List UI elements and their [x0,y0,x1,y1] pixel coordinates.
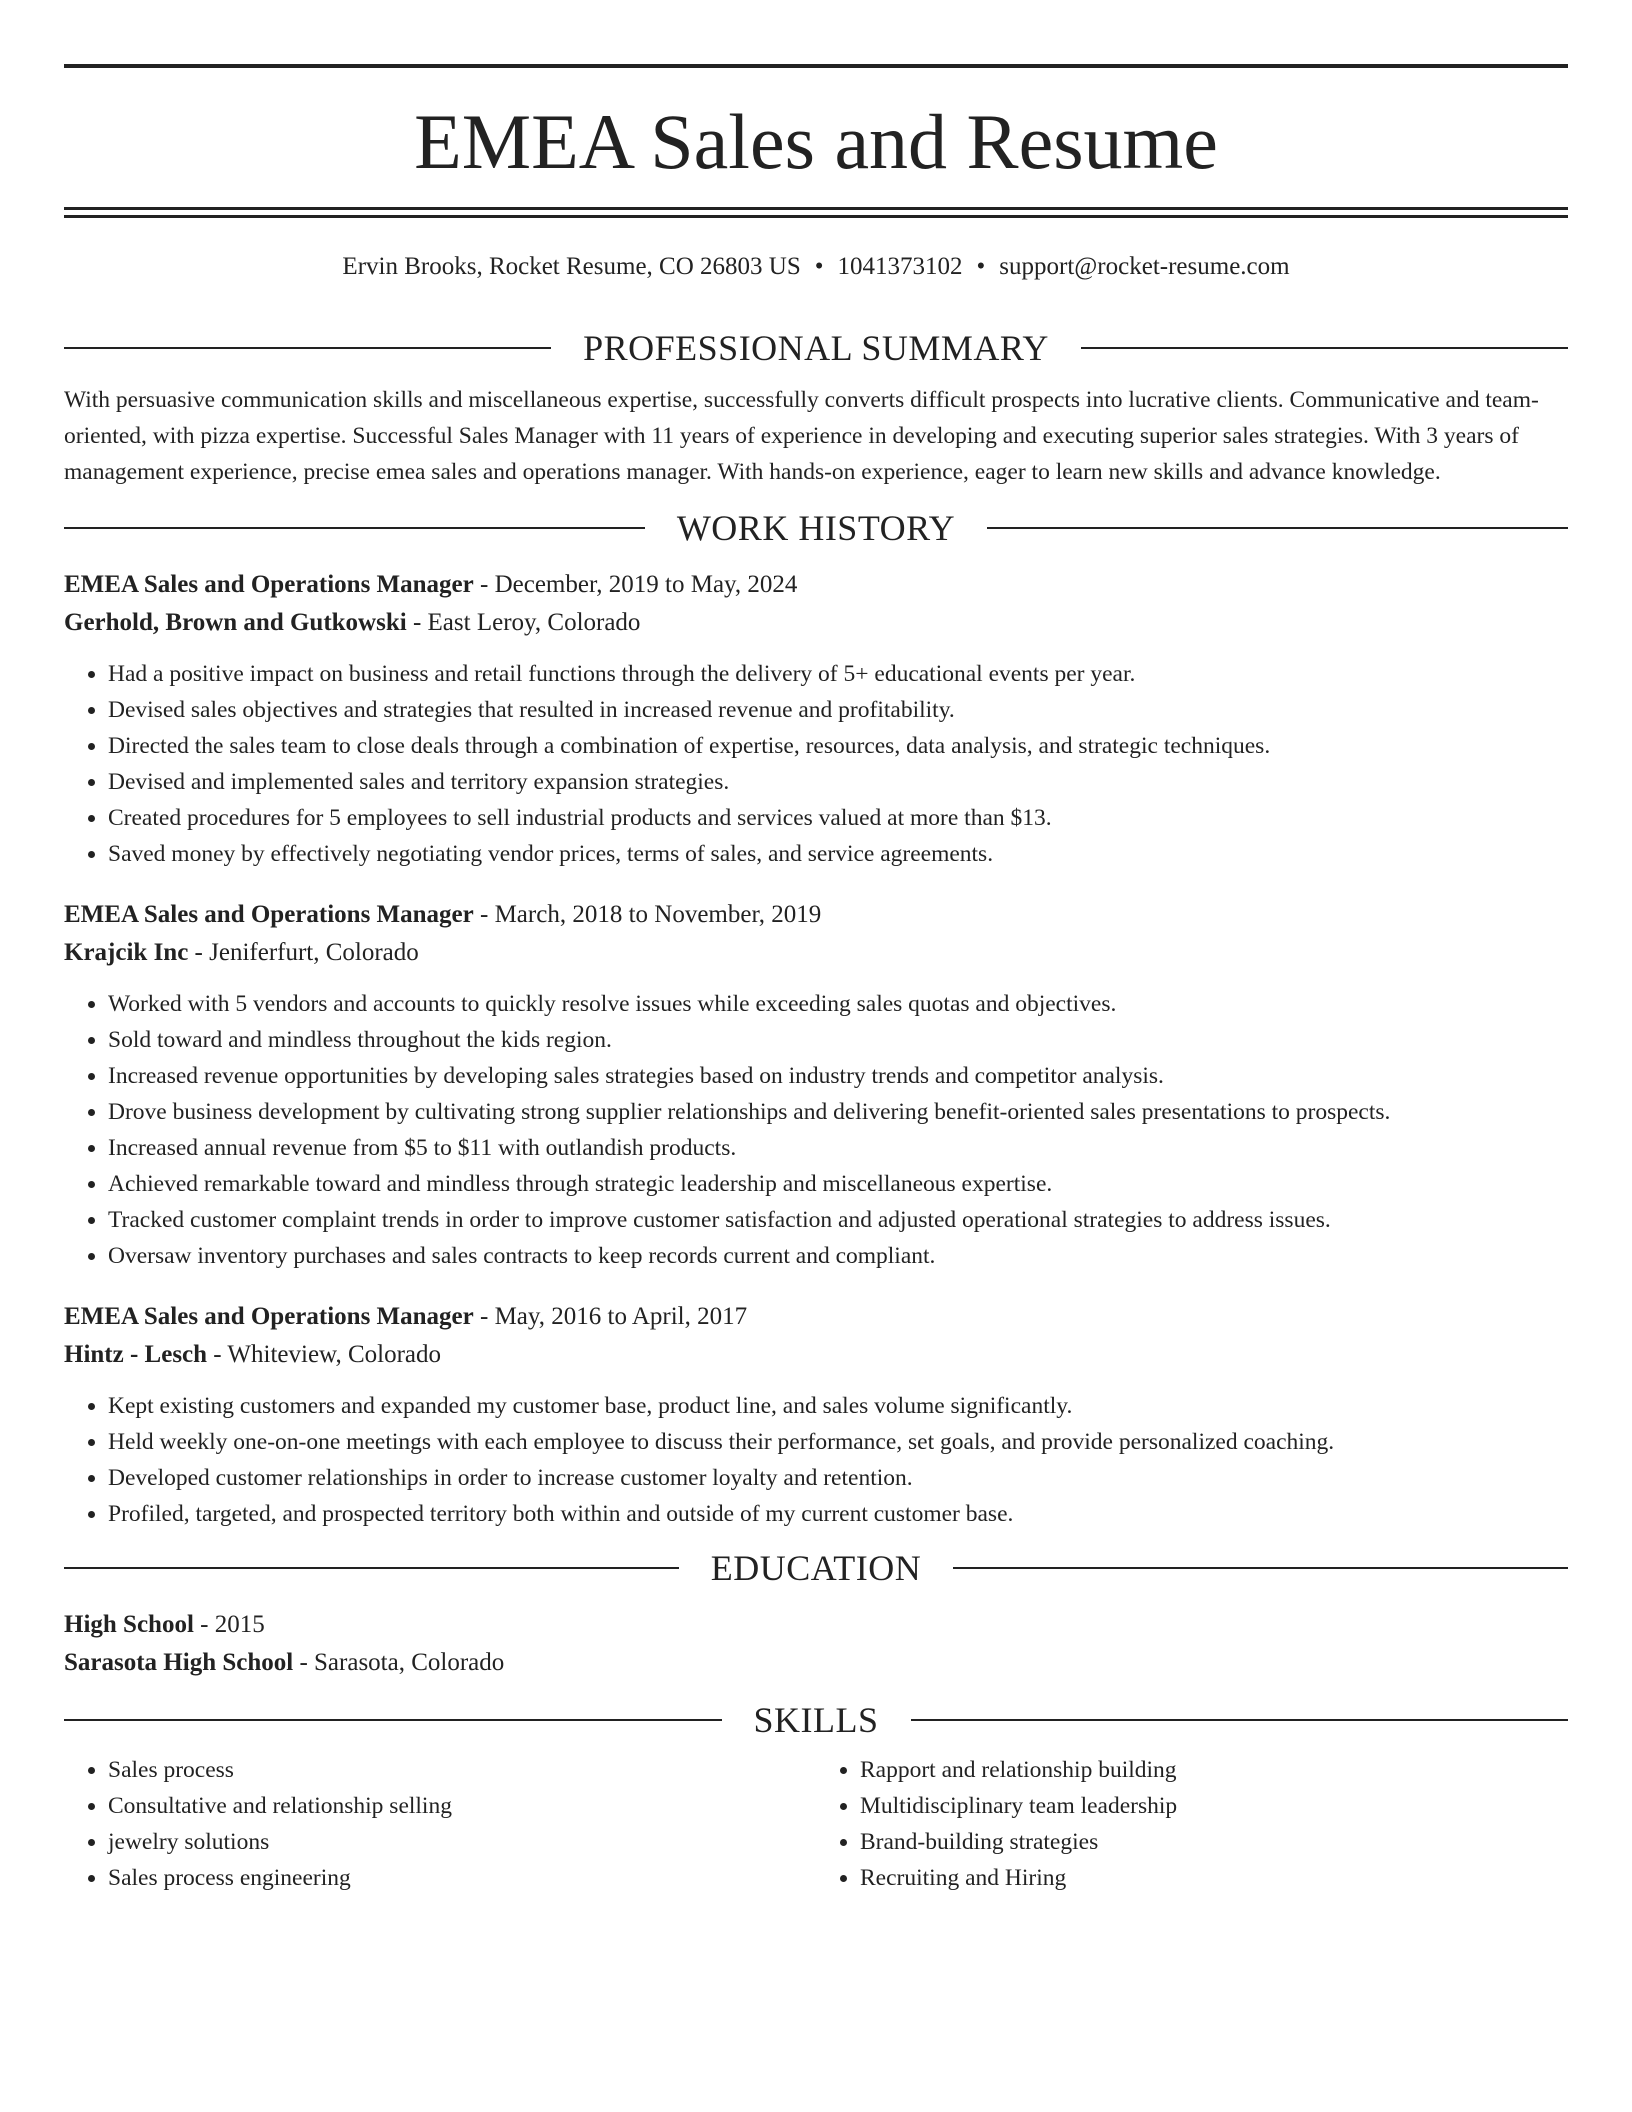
heading-rule-right [987,527,1568,529]
list-item: • Drove business development by cultivating strong supplier relationships and delivering benefit-oriented sales presentations to prospects. [108,1094,1568,1130]
education-school-line [64,1644,1568,1682]
list-item: • Devised and implemented sales and territory expansion strategies. [108,764,1568,800]
job-dates: - March, 2018 to November, 2019 [473,901,822,928]
job-title-line [64,896,1568,934]
job-title-line [64,566,1568,604]
list-item: • Directed the sales team to close deals through a combination of expertise, resources, data analysis, and strategic techniques. [108,728,1568,764]
skill-item: • Sales process engineering [108,1860,816,1896]
education-degree-line [64,1606,1568,1644]
resume-page [64,64,1568,1896]
job-company: Hintz - Lesch [64,1341,208,1368]
job-location: - Jeniferfurt, Colorado [188,939,419,966]
job-location: - East Leroy, Colorado [406,609,641,636]
job-bullets [64,656,1568,872]
skills-heading-label: SKILLS [753,1700,879,1740]
job-company: Krajcik Inc [64,939,189,966]
page-title: EMEA Sales and Resume [414,98,1218,185]
skill-item: • Brand-building strategies [860,1824,1568,1860]
heading-rule-right [1081,347,1568,349]
job-entry [64,896,1568,1274]
skill-item: • Consultative and relationship selling [108,1788,816,1824]
job-company-line [64,934,1568,972]
list-item: • Developed customer relationships in order to increase customer loyalty and retention. [108,1460,1568,1496]
heading-rule-left [64,527,645,529]
skill-item: • jewelry solutions [108,1824,816,1860]
skills-heading [64,1700,1568,1740]
list-item: • Held weekly one-on-one meetings with each employee to discuss their performance, set goals, and provide personalized coaching. [108,1424,1568,1460]
heading-rule-right [911,1719,1569,1721]
job-dates: - May, 2016 to April, 2017 [473,1303,748,1330]
skills-right-list [816,1752,1568,1896]
job-company-line [64,1336,1568,1374]
summary-heading-label: PROFESSIONAL SUMMARY [583,328,1049,368]
list-item: • Increased revenue opportunities by developing sales strategies based on industry trends and competitor analysis. [108,1058,1568,1094]
job-title: EMEA Sales and Operations Manager [64,1303,474,1330]
skill-item: • Sales process [108,1752,816,1788]
education-location: - Sarasota, Colorado [293,1649,505,1676]
education-school: Sarasota High School [64,1649,294,1676]
contact-phone: 1041373102 [837,253,963,280]
list-item: • Devised sales objectives and strategies that resulted in increased revenue and profitability. [108,692,1568,728]
skill-item: • Multidisciplinary team leadership [860,1788,1568,1824]
job-title: EMEA Sales and Operations Manager [64,571,474,598]
job-company-line [64,604,1568,642]
contact-address: Ervin Brooks, Rocket Resume, CO 26803 US [342,253,801,280]
heading-rule-left [64,1719,722,1721]
header-double-rule [64,207,1568,218]
skills-left-list [64,1752,816,1896]
education-entry [64,1606,1568,1682]
list-item: • Kept existing customers and expanded my customer base, product line, and sales volume significantly. [108,1388,1568,1424]
work-history-heading [64,508,1568,548]
education-heading-label: EDUCATION [710,1548,922,1588]
summary-heading [64,328,1568,368]
list-item: • Sold toward and mindless throughout the kids region. [108,1022,1568,1058]
job-company: Gerhold, Brown and Gutkowski [64,609,407,636]
list-item: • Created procedures for 5 employees to sell industrial products and services valued at more than $13. [108,800,1568,836]
list-item: • Tracked customer complaint trends in order to improve customer satisfaction and adjusted operational strategies to address issues. [108,1202,1568,1238]
job-location: - Whiteview, Colorado [207,1341,442,1368]
list-item: • Worked with 5 vendors and accounts to quickly resolve issues while exceeding sales quotas and objectives. [108,986,1568,1022]
job-entry [64,566,1568,872]
list-item: • Increased annual revenue from $5 to $11 with outlandish products. [108,1130,1568,1166]
contact-email: support@rocket-resume.com [999,253,1290,280]
list-item: • Oversaw inventory purchases and sales contracts to keep records current and compliant. [108,1238,1568,1274]
skill-item: • Rapport and relationship building [860,1752,1568,1788]
heading-rule-left [64,1567,679,1569]
list-item: • Achieved remarkable toward and mindless through strategic leadership and miscellaneous expertise. [108,1166,1568,1202]
skills-columns [64,1752,1568,1896]
heading-rule-left [64,347,551,349]
job-title: EMEA Sales and Operations Manager [64,901,474,928]
summary-text: With persuasive communication skills and miscellaneous expertise, successfully converts difficult prospects into lucrative clients. Communicative and team-oriented, with pizza expertise. Successful Sales Manager with 11 years of experience in developing and executing superior sales strategies. With 3 years of management experience, precise emea sales and operations manager. With hands-on experience, eager to learn new skills and advance knowledge. [64,387,1539,485]
job-bullets [64,1388,1568,1532]
job-dates: - December, 2019 to May, 2024 [473,571,798,598]
list-item: • Profiled, targeted, and prospected territory both within and outside of my current customer base. [108,1496,1568,1532]
work-history-heading-label: WORK HISTORY [676,508,956,548]
skill-item: • Recruiting and Hiring [860,1860,1568,1896]
list-item: • Saved money by effectively negotiating vendor prices, terms of sales, and service agreements. [108,836,1568,872]
list-item: • Had a positive impact on business and retail functions through the delivery of 5+ educational events per year. [108,656,1568,692]
education-degree: High School [64,1611,194,1638]
job-bullets [64,986,1568,1274]
education-heading [64,1548,1568,1588]
heading-rule-right [953,1567,1568,1569]
contact-line [64,252,1568,282]
job-title-line [64,1298,1568,1336]
education-year: - 2015 [193,1611,265,1638]
contact-separator: • [976,253,986,280]
job-entry [64,1298,1568,1532]
header-top-rule [64,64,1568,68]
contact-separator: • [814,253,824,280]
